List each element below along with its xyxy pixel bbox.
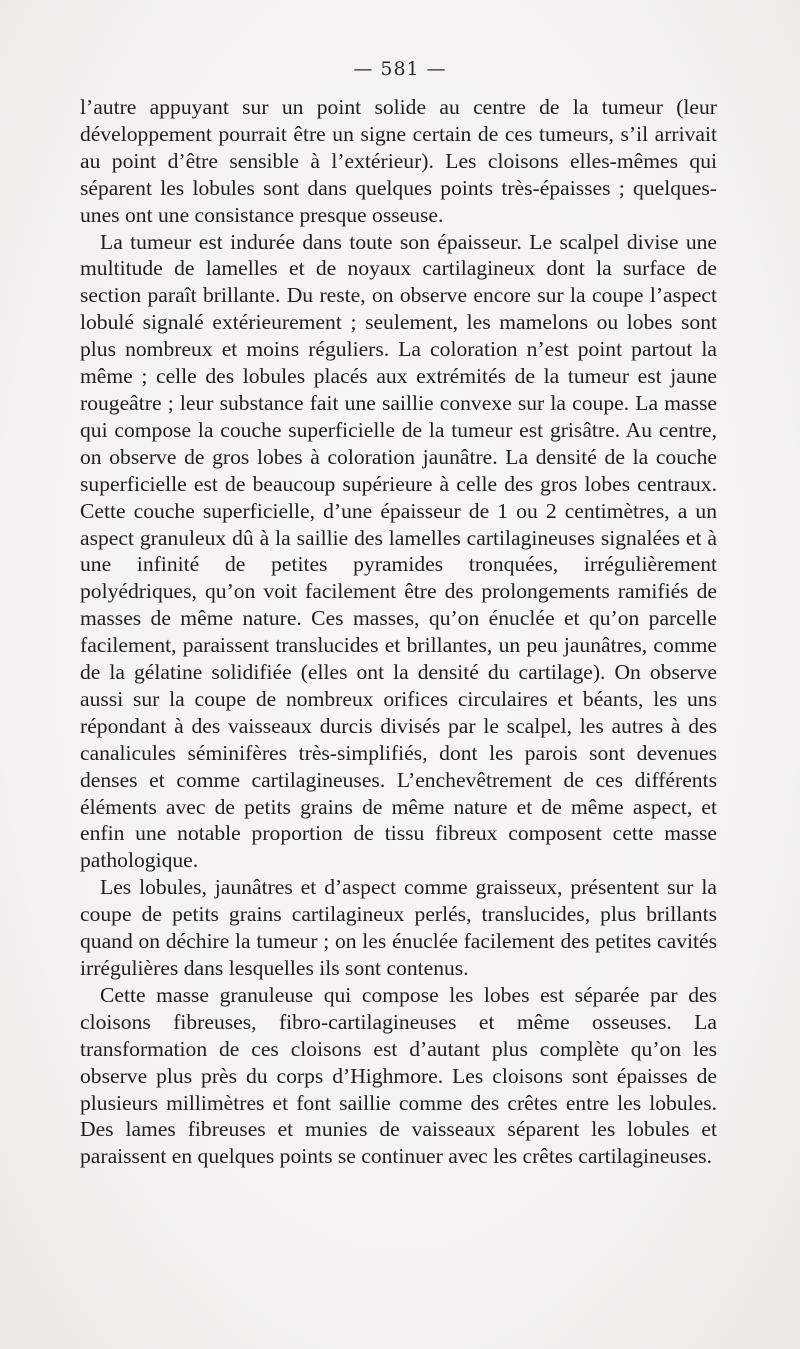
paragraph-tumor-description: La tumeur est indurée dans toute son épaisseur. Le scalpel divise une multitude de lamelles et de noyaux cartilagineux dont la surface de section paraît brillante. Du reste, on observe encore sur la coupe l’aspect lobulé signalé extérieurement ; seulement, les mamelons ou lobes sont plus nombreux et moins réguliers. La coloration n’est point partout la même ; celle des lobules placés aux extrémités de la tumeur est jaune rougeâtre ; leur substance fait une saillie convexe sur la coupe. La masse qui compose la couche superficielle de la tumeur est grisâtre. Au centre, on observe de gros lobes à coloration jaunâtre. La densité de la couche superficielle est de beaucoup supérieure à celle des gros lobes centraux. Cette couche superficielle, d’une épaisseur de 1 ou 2 centimètres, a un aspect granuleux dû à la saillie des lamelles cartilagineuses signalées et à une infinité de petites pyramides tronquées, irrégulièrement polyédriques, qu’on voit facilement être des prolongements ramifiés de masses de même nature. Ces masses, qu’on énuclée et qu’on parcelle facilement, paraissent translucides et brillantes, un peu jaunâtres, comme de la gélatine solidifiée (elles ont la densité du cartilage). On observe aussi sur la coupe de nombreux orifices circulaires et béants, les uns répondant à des vaisseaux durcis divisés par le scalpel, les autres à des canalicules séminifères très-simplifiés, dont les parois sont devenues denses et comme cartilagineuses. L’enchevêtrement de ces différents éléments avec de petits grains de même nature et de même aspect, et enfin une notable proportion de tissu fibreux composent cette masse pathologique.	[80, 229, 717, 873]
paragraph-lobules: Les lobules, jaunâtres et d’aspect comme graisseux, présentent sur la coupe de petits grains cartilagineux perlés, translucides, plus brillants quand on déchire la tumeur ; on les énuclée facilement des petites cavités irrégulières dans lesquelles ils sont contenus.	[80, 875, 717, 980]
paragraph-continuation: l’autre appuyant sur un point solide au centre de la tumeur (leur développement pourrait être un signe certain de ces tumeurs, s’il arrivait au point d’être sensible à l’extérieur). Les cloisons elles-mêmes qui séparent les lobules sont dans quelques points très-épaisses ; quelques-unes ont une consistance presque osseuse.	[80, 95, 717, 227]
paragraph-granular-mass: Cette masse granuleuse qui compose les lobes est séparée par des cloisons fibreuses, fibro-cartilagineuses et même osseuses. La transformation de ces cloisons est d’autant plus complète qu’on les observe plus près du corps d’Highmore. Les cloisons sont épaisses de plusieurs millimètres et font saillie comme des crêtes entre les lobules. Des lames fibreuses et munies de vaisseaux séparent les lobules et paraissent en quelques points se continuer avec les crêtes cartilagineuses.	[80, 982, 717, 1169]
body-text	[80, 94, 717, 1170]
page-number: — 581 —	[353, 58, 447, 80]
